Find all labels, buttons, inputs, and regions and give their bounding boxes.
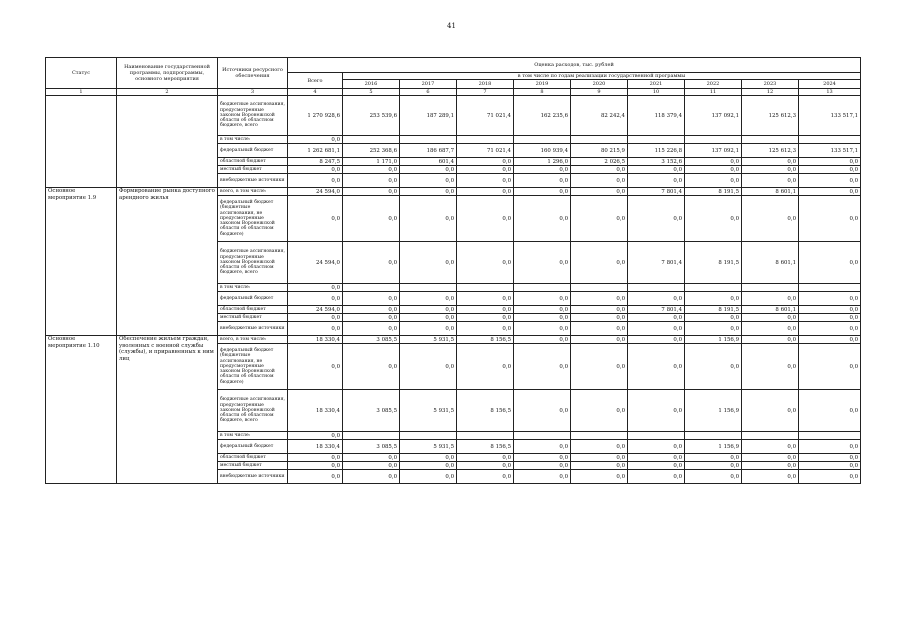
value-cell: 8 191,5 [685,242,742,284]
source-label: областной бюджет [218,158,288,166]
value-cell: 125 612,3 [742,96,799,136]
header-year: 2022 [685,80,742,89]
value-cell: 0,0 [514,196,571,242]
source-label: федеральный бюджет [218,440,288,454]
value-cell: 0,0 [457,344,514,390]
value-cell: 0,0 [343,166,400,174]
page-number: 41 [447,22,456,30]
value-cell: 8 601,1 [742,242,799,284]
name-cell: Обеспечение жильем граждан, уволенных с военной службы (службы), и приравненных к ним лиц [117,336,218,484]
value-cell: 253 539,6 [343,96,400,136]
column-number: 1 [46,89,117,96]
value-cell: 0,0 [571,462,628,470]
value-cell: 0,0 [571,242,628,284]
value-cell: 0,0 [742,462,799,470]
value-cell: 0,0 [742,390,799,432]
value-cell: 0,0 [571,440,628,454]
value-cell: 0,0 [628,470,685,484]
value-cell: 0,0 [343,242,400,284]
value-cell: 8 191,5 [685,306,742,314]
value-cell: 0,0 [400,470,457,484]
header-year: 2016 [343,80,400,89]
value-cell: 0,0 [457,166,514,174]
value-cell: 0,0 [400,314,457,322]
value-cell: 0,0 [288,454,343,462]
value-cell: 8 601,1 [742,188,799,196]
value-cell: 0,0 [343,344,400,390]
value-cell: 0,0 [343,174,400,188]
header-estimate: Оценка расходов, тыс. рублей [288,58,861,73]
value-cell: 0,0 [457,158,514,166]
value-cell: 1 156,9 [685,336,742,344]
value-cell [742,136,799,144]
value-cell: 0,0 [628,462,685,470]
column-number: 12 [742,89,799,96]
value-cell: 0,0 [685,462,742,470]
value-cell: 18 330,4 [288,336,343,344]
value-cell: 0,0 [343,454,400,462]
source-label: внебюджетные источники [218,322,288,336]
value-cell: 0,0 [685,454,742,462]
value-cell: 118 379,4 [628,96,685,136]
value-cell: 0,0 [628,174,685,188]
value-cell: 0,0 [799,454,861,462]
status-cell [46,96,117,188]
value-cell: 0,0 [514,440,571,454]
value-cell [514,136,571,144]
value-cell: 186 687,7 [400,144,457,158]
header-year: 2017 [400,80,457,89]
value-cell: 0,0 [343,462,400,470]
value-cell: 24 594,0 [288,306,343,314]
column-number: 5 [343,89,400,96]
value-cell: 18 330,4 [288,440,343,454]
value-cell: 0,0 [571,322,628,336]
value-cell: 0,0 [514,462,571,470]
value-cell: 0,0 [799,188,861,196]
value-cell: 601,4 [400,158,457,166]
value-cell [742,284,799,292]
value-cell: 0,0 [799,462,861,470]
value-cell: 3 152,6 [628,158,685,166]
value-cell: 80 215,9 [571,144,628,158]
value-cell: 0,0 [514,314,571,322]
value-cell: 0,0 [514,292,571,306]
value-cell: 1 296,0 [514,158,571,166]
value-cell: 0,0 [571,306,628,314]
value-cell [457,136,514,144]
value-cell: 8 191,5 [685,188,742,196]
value-cell: 24 594,0 [288,242,343,284]
value-cell [457,432,514,440]
value-cell: 0,0 [400,196,457,242]
value-cell: 0,0 [799,158,861,166]
value-cell: 0,0 [457,196,514,242]
status-cell: Основное мероприятие 1.10 [46,336,117,484]
value-cell: 0,0 [288,284,343,292]
value-cell [343,284,400,292]
value-cell: 8 601,1 [742,306,799,314]
source-label: бюджетные ассигнования, предусмотренные законом Воронежской области об областном бюджете, всего [218,96,288,136]
value-cell: 2 026,5 [571,158,628,166]
source-label: внебюджетные источники [218,174,288,188]
value-cell: 0,0 [288,292,343,306]
value-cell: 8 247,5 [288,158,343,166]
value-cell: 0,0 [742,440,799,454]
value-cell: 0,0 [571,314,628,322]
source-label: в том числе: [218,432,288,440]
value-cell: 1 270 928,6 [288,96,343,136]
value-cell: 0,0 [288,322,343,336]
value-cell: 0,0 [571,390,628,432]
value-cell: 0,0 [400,322,457,336]
value-cell: 0,0 [457,314,514,322]
value-cell: 0,0 [400,166,457,174]
value-cell [628,136,685,144]
value-cell: 0,0 [514,242,571,284]
source-label: в том числе: [218,136,288,144]
value-cell: 71 021,4 [457,144,514,158]
value-cell: 0,0 [685,196,742,242]
value-cell: 1 262 681,1 [288,144,343,158]
value-cell: 0,0 [288,344,343,390]
value-cell: 1 156,9 [685,390,742,432]
value-cell: 0,0 [571,188,628,196]
header-by-years: в том числе по годам реализации государственной программы [343,73,861,80]
value-cell: 0,0 [457,292,514,306]
column-number: 7 [457,89,514,96]
value-cell: 0,0 [571,292,628,306]
source-label: бюджетные ассигнования, предусмотренные законом Воронежской области об областном бюджете, всего [218,390,288,432]
value-cell: 0,0 [400,462,457,470]
value-cell: 0,0 [400,344,457,390]
value-cell: 0,0 [571,166,628,174]
value-cell: 0,0 [343,196,400,242]
value-cell [799,432,861,440]
value-cell: 0,0 [799,306,861,314]
value-cell: 0,0 [799,440,861,454]
value-cell [571,432,628,440]
value-cell: 0,0 [571,470,628,484]
value-cell: 0,0 [288,470,343,484]
value-cell [685,432,742,440]
header-year: 2020 [571,80,628,89]
value-cell: 0,0 [571,174,628,188]
value-cell [400,432,457,440]
source-label: всего, в том числе: [218,188,288,196]
value-cell: 0,0 [288,432,343,440]
value-cell [685,284,742,292]
value-cell: 0,0 [457,462,514,470]
value-cell: 137 092,1 [685,144,742,158]
column-number: 13 [799,89,861,96]
value-cell: 0,0 [742,174,799,188]
header-year: 2018 [457,80,514,89]
value-cell: 0,0 [628,440,685,454]
value-cell: 162 235,6 [514,96,571,136]
value-cell: 0,0 [288,196,343,242]
value-cell: 0,0 [400,306,457,314]
value-cell: 8 156,5 [457,336,514,344]
value-cell: 0,0 [457,242,514,284]
value-cell: 0,0 [514,390,571,432]
value-cell: 0,0 [799,390,861,432]
value-cell: 0,0 [343,470,400,484]
value-cell: 187 289,1 [400,96,457,136]
value-cell: 0,0 [343,314,400,322]
value-cell: 0,0 [799,336,861,344]
value-cell: 82 242,4 [571,96,628,136]
value-cell: 0,0 [799,314,861,322]
value-cell: 0,0 [685,158,742,166]
source-label: бюджетные ассигнования, предусмотренные законом Воронежской области об областном бюджете, всего [218,242,288,284]
value-cell: 0,0 [514,470,571,484]
value-cell: 0,0 [288,166,343,174]
value-cell [571,284,628,292]
status-cell: Основное мероприятие 1.9 [46,188,117,336]
header-year: 2019 [514,80,571,89]
source-label: областной бюджет [218,306,288,314]
value-cell: 0,0 [457,454,514,462]
table-row [46,96,861,136]
value-cell: 0,0 [742,166,799,174]
value-cell: 0,0 [799,166,861,174]
value-cell: 1 171,0 [343,158,400,166]
value-cell: 0,0 [457,322,514,336]
value-cell: 0,0 [457,470,514,484]
column-number: 10 [628,89,685,96]
source-label: федеральный бюджет (бюджетные ассигнования, не предусмотренные законом Воронежской области об областном бюджете) [218,344,288,390]
value-cell: 0,0 [799,470,861,484]
value-cell: 0,0 [742,314,799,322]
header-status: Статус [46,58,117,89]
value-cell: 252 368,6 [343,144,400,158]
value-cell [343,432,400,440]
value-cell: 0,0 [514,188,571,196]
value-cell: 125 612,3 [742,144,799,158]
value-cell: 0,0 [571,344,628,390]
value-cell: 0,0 [628,196,685,242]
value-cell [457,284,514,292]
value-cell: 0,0 [628,166,685,174]
value-cell: 0,0 [343,322,400,336]
value-cell [742,432,799,440]
column-number: 6 [400,89,457,96]
value-cell [628,432,685,440]
value-cell: 24 594,0 [288,188,343,196]
value-cell: 8 156,5 [457,390,514,432]
value-cell: 18 330,4 [288,390,343,432]
value-cell: 133 517,1 [799,96,861,136]
value-cell: 0,0 [571,454,628,462]
value-cell: 8 156,5 [457,440,514,454]
value-cell: 0,0 [799,344,861,390]
value-cell: 0,0 [457,174,514,188]
value-cell: 0,0 [742,344,799,390]
value-cell [571,136,628,144]
value-cell: 0,0 [628,390,685,432]
value-cell: 3 085,5 [343,336,400,344]
value-cell: 160 939,4 [514,144,571,158]
value-cell: 0,0 [799,322,861,336]
value-cell [400,284,457,292]
value-cell [628,284,685,292]
column-number: 4 [288,89,343,96]
value-cell: 0,0 [571,336,628,344]
table-row [46,188,861,196]
value-cell [799,136,861,144]
value-cell: 0,0 [628,336,685,344]
value-cell: 0,0 [343,292,400,306]
header-source: Источники ресурсного обеспечения [218,58,288,89]
value-cell: 0,0 [343,188,400,196]
value-cell: 0,0 [457,188,514,196]
value-cell: 0,0 [685,314,742,322]
value-cell: 1 156,9 [685,440,742,454]
value-cell [343,136,400,144]
value-cell: 0,0 [685,470,742,484]
value-cell: 0,0 [799,196,861,242]
value-cell: 0,0 [514,336,571,344]
value-cell [685,136,742,144]
value-cell: 115 226,8 [628,144,685,158]
source-label: местный бюджет [218,314,288,322]
value-cell: 0,0 [742,454,799,462]
header-year: 2023 [742,80,799,89]
value-cell: 0,0 [742,158,799,166]
value-cell: 0,0 [400,242,457,284]
value-cell: 0,0 [288,314,343,322]
value-cell: 0,0 [799,242,861,284]
value-cell [799,284,861,292]
value-cell: 0,0 [685,174,742,188]
source-label: в том числе: [218,284,288,292]
value-cell [514,284,571,292]
source-label: областной бюджет [218,454,288,462]
value-cell: 0,0 [514,454,571,462]
column-number: 9 [571,89,628,96]
value-cell: 0,0 [514,344,571,390]
header-total: Всего [288,73,343,89]
header-year: 2021 [628,80,685,89]
value-cell: 0,0 [799,174,861,188]
value-cell: 0,0 [514,166,571,174]
value-cell [400,136,457,144]
value-cell: 5 931,5 [400,440,457,454]
value-cell: 0,0 [628,314,685,322]
value-cell: 0,0 [514,322,571,336]
table-row [46,336,861,344]
value-cell: 7 801,4 [628,306,685,314]
value-cell: 7 801,4 [628,188,685,196]
value-cell: 0,0 [288,136,343,144]
resource-table [45,57,861,484]
name-cell: Формирование рынка доступного арендного жилья [117,188,218,336]
value-cell: 0,0 [628,292,685,306]
value-cell: 0,0 [400,188,457,196]
value-cell: 71 021,4 [457,96,514,136]
value-cell: 0,0 [400,292,457,306]
column-number: 2 [117,89,218,96]
value-cell: 0,0 [457,306,514,314]
source-label: местный бюджет [218,166,288,174]
name-cell [117,96,218,188]
value-cell: 7 801,4 [628,242,685,284]
value-cell: 0,0 [288,462,343,470]
value-cell: 0,0 [685,322,742,336]
value-cell: 0,0 [742,470,799,484]
value-cell [514,432,571,440]
value-cell: 0,0 [628,344,685,390]
value-cell: 0,0 [628,454,685,462]
source-label: федеральный бюджет [218,292,288,306]
value-cell: 0,0 [742,336,799,344]
value-cell: 0,0 [742,292,799,306]
value-cell: 133 517,1 [799,144,861,158]
value-cell: 0,0 [343,306,400,314]
value-cell: 0,0 [628,322,685,336]
value-cell: 0,0 [514,306,571,314]
value-cell: 0,0 [742,322,799,336]
source-label: внебюджетные источники [218,470,288,484]
column-number: 11 [685,89,742,96]
value-cell: 3 085,5 [343,390,400,432]
value-cell: 0,0 [685,166,742,174]
value-cell: 0,0 [400,174,457,188]
value-cell: 0,0 [685,344,742,390]
source-label: федеральный бюджет [218,144,288,158]
value-cell: 3 085,5 [343,440,400,454]
header-year: 2024 [799,80,861,89]
value-cell: 0,0 [514,174,571,188]
value-cell: 0,0 [571,196,628,242]
value-cell: 137 092,1 [685,96,742,136]
value-cell: 5 931,5 [400,390,457,432]
source-label: местный бюджет [218,462,288,470]
column-number: 8 [514,89,571,96]
value-cell: 0,0 [799,292,861,306]
value-cell: 5 931,5 [400,336,457,344]
source-label: всего, в том числе: [218,336,288,344]
source-label: федеральный бюджет (бюджетные ассигнования, не предусмотренные законом Воронежской области об областном бюджете) [218,196,288,242]
value-cell: 0,0 [685,292,742,306]
column-number: 3 [218,89,288,96]
header-name: Наименование государственной программы, подпрограммы, основного мероприятия [117,58,218,89]
value-cell: 0,0 [742,196,799,242]
value-cell: 0,0 [288,174,343,188]
value-cell: 0,0 [400,454,457,462]
